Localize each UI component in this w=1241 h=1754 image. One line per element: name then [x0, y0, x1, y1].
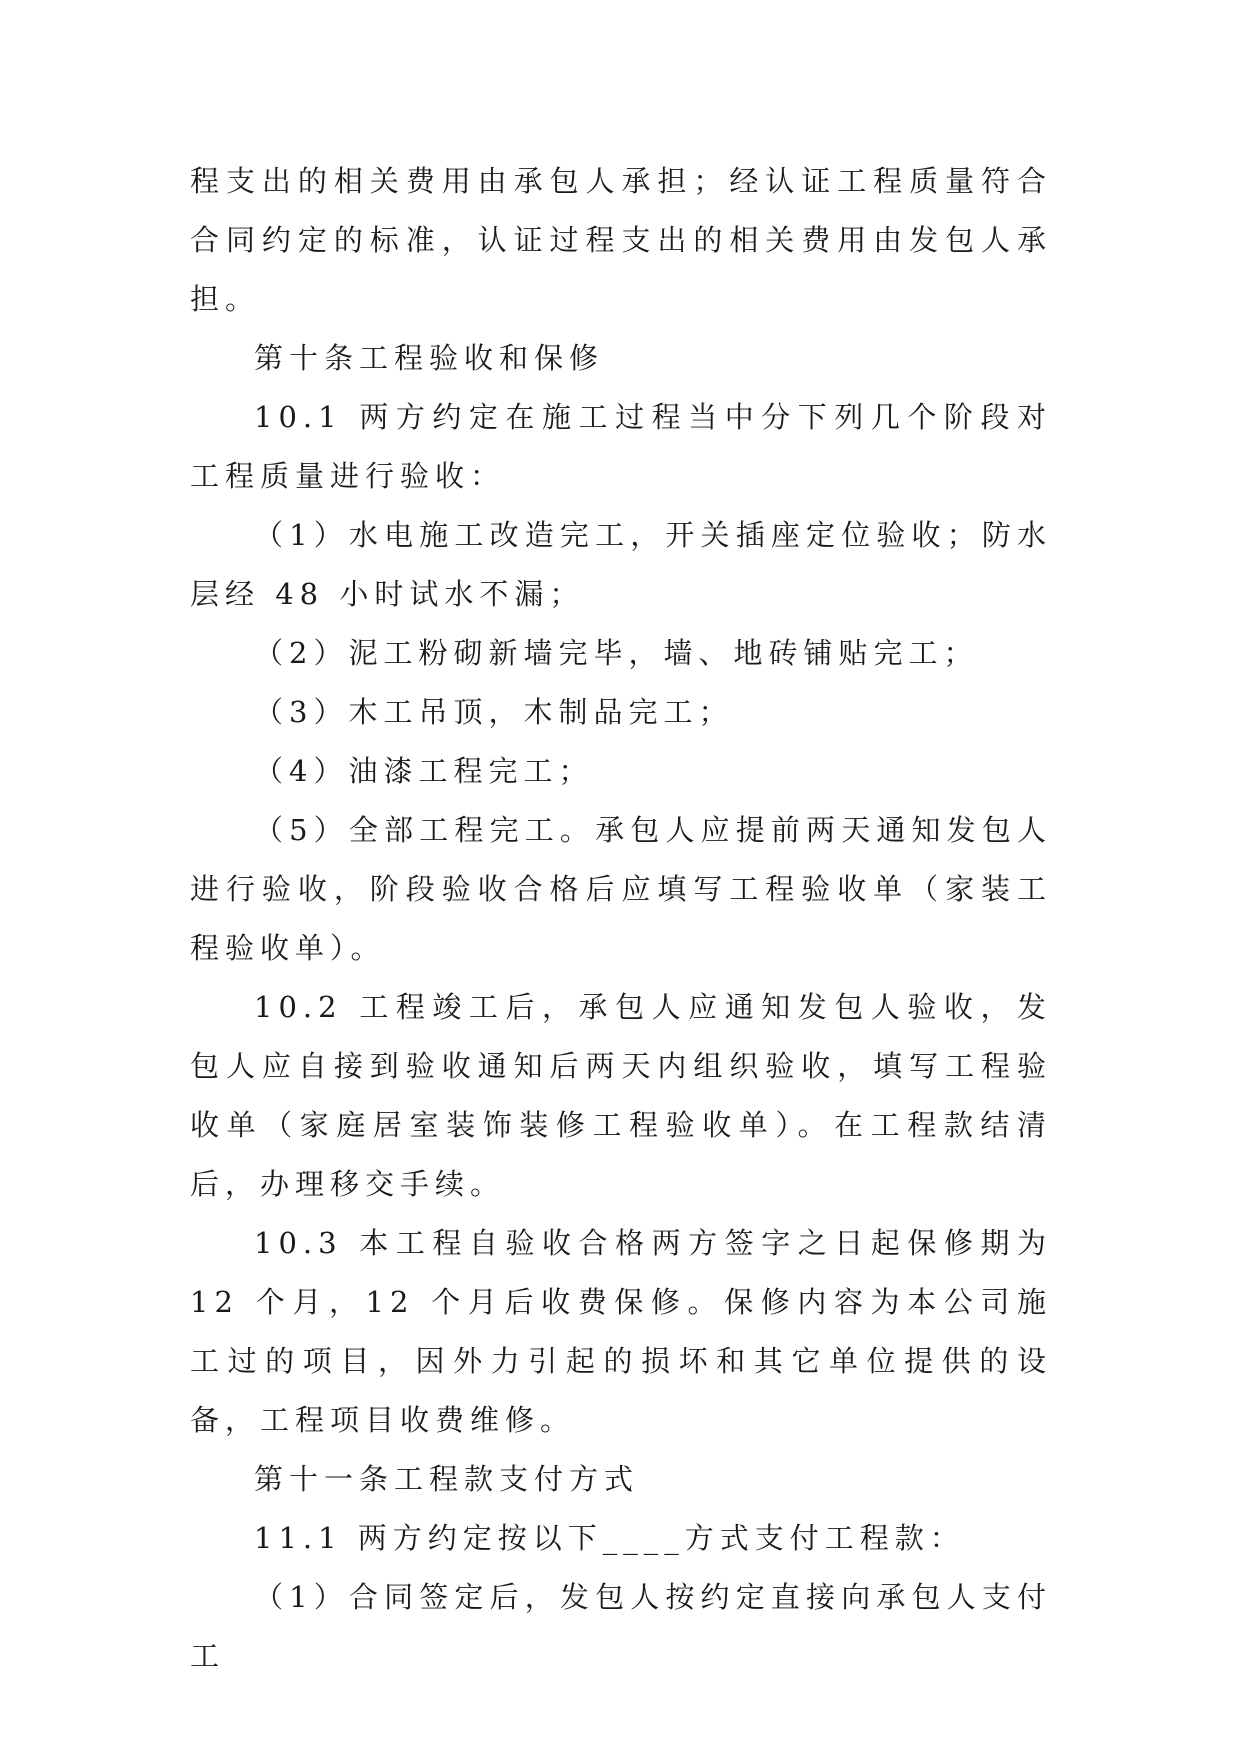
clause-11-1-text-before: 11.1 两方约定按以下: [254, 1521, 603, 1555]
fill-in-blank: ____: [602, 1521, 685, 1555]
clause-10-2: 10.2 工程竣工后，承包人应通知发包人验收，发包人应自接到验收通知后两天内组织验收，填写工程验收单（家庭居室装饰装修工程验收单）。在工程款结清后，办理移交手续。: [190, 990, 1052, 1201]
list-item-3: （3）木工吊顶，木制品完工；: [254, 695, 734, 729]
list-item-5: （5）全部工程完工。承包人应提前两天通知发包人进行验收，阶段验收合格后应填写工程验收单（家装工程验收单）。: [190, 813, 1052, 965]
list-item-1: （1）水电施工改造完工，开关插座定位验收；防水层经 48 小时试水不漏；: [190, 518, 1052, 611]
section-heading-10: 第十条工程验收和保修: [254, 341, 605, 375]
payment-item-1: （1）合同签定后，发包人按约定直接向承包人支付工: [190, 1580, 1052, 1673]
list-item-2: （2）泥工粉砌新墙完毕，墙、地砖铺贴完工；: [254, 636, 979, 670]
clause-10-1: 10.1 两方约定在施工过程当中分下列几个阶段对工程质量进行验收：: [190, 400, 1052, 493]
document-body: [190, 152, 1052, 1686]
clause-10-3: 10.3 本工程自验收合格两方签字之日起保修期为 12 个月，12 个月后收费保修。保修内容为本公司施工过的项目，因外力引起的损坏和其它单位提供的设备，工程项目收费维修。: [190, 1226, 1052, 1437]
clause-11-1-text-after: 方式支付工程款：: [684, 1521, 965, 1555]
list-item-4: （4）油漆工程完工；: [254, 754, 594, 788]
paragraph-continuation: 程支出的相关费用由承包人承担；经认证工程质量符合合同约定的标准，认证过程支出的相关费用由发包人承担。: [190, 164, 1052, 316]
clause-11-1: [190, 1509, 1052, 1568]
section-heading-11: 第十一条工程款支付方式: [254, 1462, 640, 1496]
